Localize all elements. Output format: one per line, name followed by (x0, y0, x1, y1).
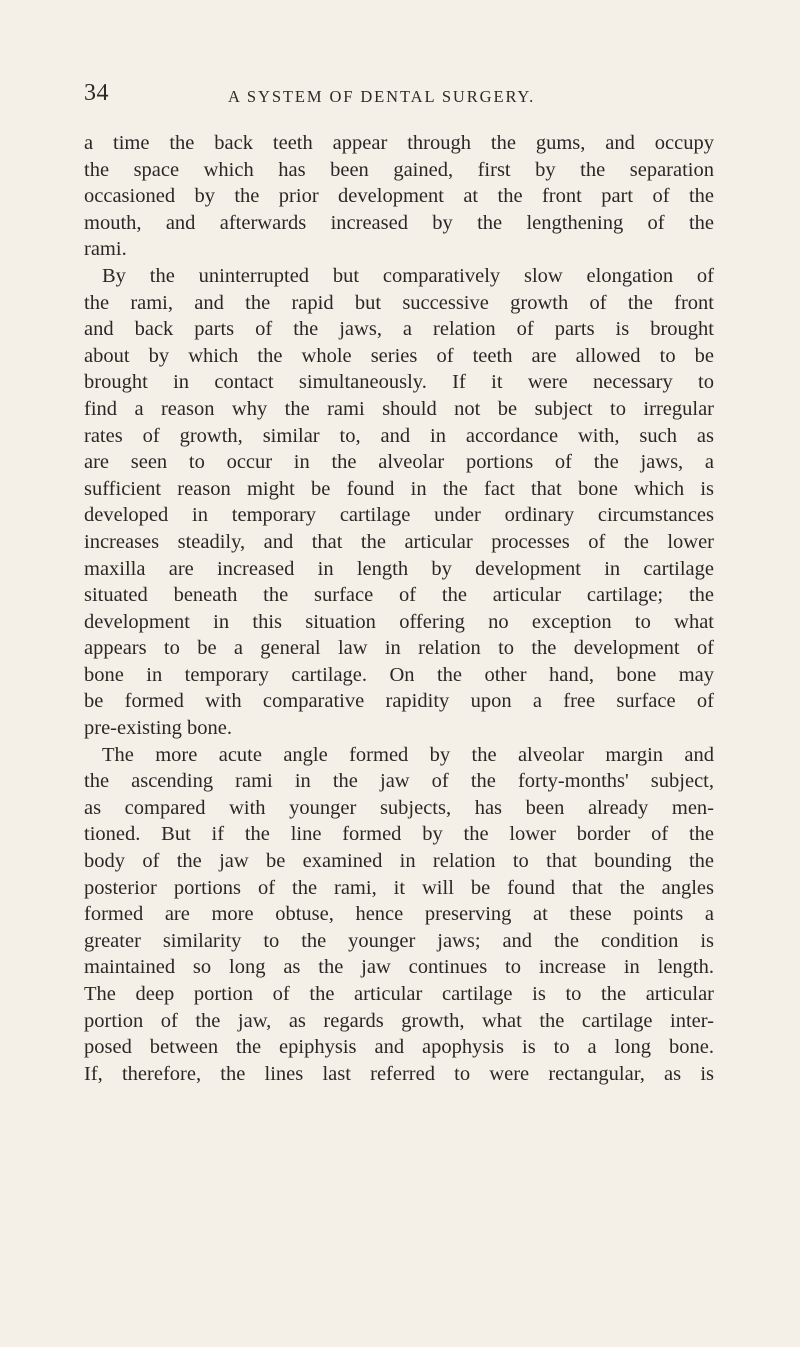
text-line: as compared with younger subjects, has been already men- (84, 796, 714, 819)
text-line: situated beneath the surface of the articular cartilage; the (84, 584, 714, 607)
text-line: tioned. But if the line formed by the lower border of the (84, 823, 714, 846)
text-line: body of the jaw be examined in relation to that bounding the (84, 850, 714, 873)
text-line: formed are more obtuse, hence preserving at these points a (84, 903, 714, 926)
text-line: are seen to occur in the alveolar portions of the jaws, a (84, 451, 714, 474)
running-head: A SYSTEM OF DENTAL SURGERY. (228, 87, 536, 106)
text-line: occasioned by the prior development at the front part of the (84, 185, 714, 208)
text-line: increases steadily, and that the articular processes of the lower (84, 530, 714, 553)
text-line: and back parts of the jaws, a relation of parts is brought (84, 318, 714, 341)
text-line: appears to be a general law in relation to the development of (84, 637, 714, 660)
page-header (84, 80, 714, 110)
paragraph-start-line: By the uninterrupted but comparatively slow elongation of (102, 264, 714, 287)
text-line: maintained so long as the jaw continues to increase in length. (84, 956, 714, 979)
text-line: be formed with comparative rapidity upon a free surface of (84, 690, 714, 713)
text-line: The deep portion of the articular cartilage is to the articular (84, 983, 714, 1005)
text-line: find a reason why the rami should not be subject to irregular (84, 397, 714, 420)
text-line: rami. (84, 238, 127, 261)
body-text (84, 130, 714, 1087)
text-line: developed in temporary cartilage under ordinary circumstances (84, 504, 714, 527)
page-number: 34 (84, 80, 109, 106)
paragraph-start-line: The more acute angle formed by the alveolar margin and (102, 743, 714, 766)
text-line: the space which has been gained, first by the separation (84, 158, 714, 181)
text-line: pre-existing bone. (84, 717, 233, 740)
text-line: portion of the jaw, as regards growth, what the cartilage inter- (84, 1009, 714, 1032)
text-line: about by which the whole series of teeth are allowed to be (84, 344, 714, 367)
text-line: mouth, and afterwards increased by the lengthening of the (84, 211, 714, 234)
text-line: the ascending rami in the jaw of the forty-months' subject, (84, 770, 714, 793)
text-line: posed between the epiphysis and apophysis is to a long bone. (84, 1036, 714, 1059)
text-line: the rami, and the rapid but successive growth of the front (84, 291, 714, 314)
text-line: greater similarity to the younger jaws; and the condition is (84, 929, 714, 952)
text-line: a time the back teeth appear through the gums, and occupy (84, 132, 714, 154)
text-line: development in this situation offering no exception to what (84, 610, 714, 633)
text-line: If, therefore, the lines last referred to were rectangular, as is (84, 1062, 714, 1085)
text-line: rates of growth, similar to, and in accordance with, such as (84, 424, 714, 447)
text-line: sufficient reason might be found in the fact that bone which is (84, 477, 714, 500)
text-line: bone in temporary cartilage. On the other hand, bone may (84, 663, 714, 686)
text-line: brought in contact simultaneously. If it were necessary to (84, 371, 714, 394)
text-line: maxilla are increased in length by development in cartilage (84, 557, 714, 580)
text-line: posterior portions of the rami, it will be found that the angles (84, 876, 714, 899)
